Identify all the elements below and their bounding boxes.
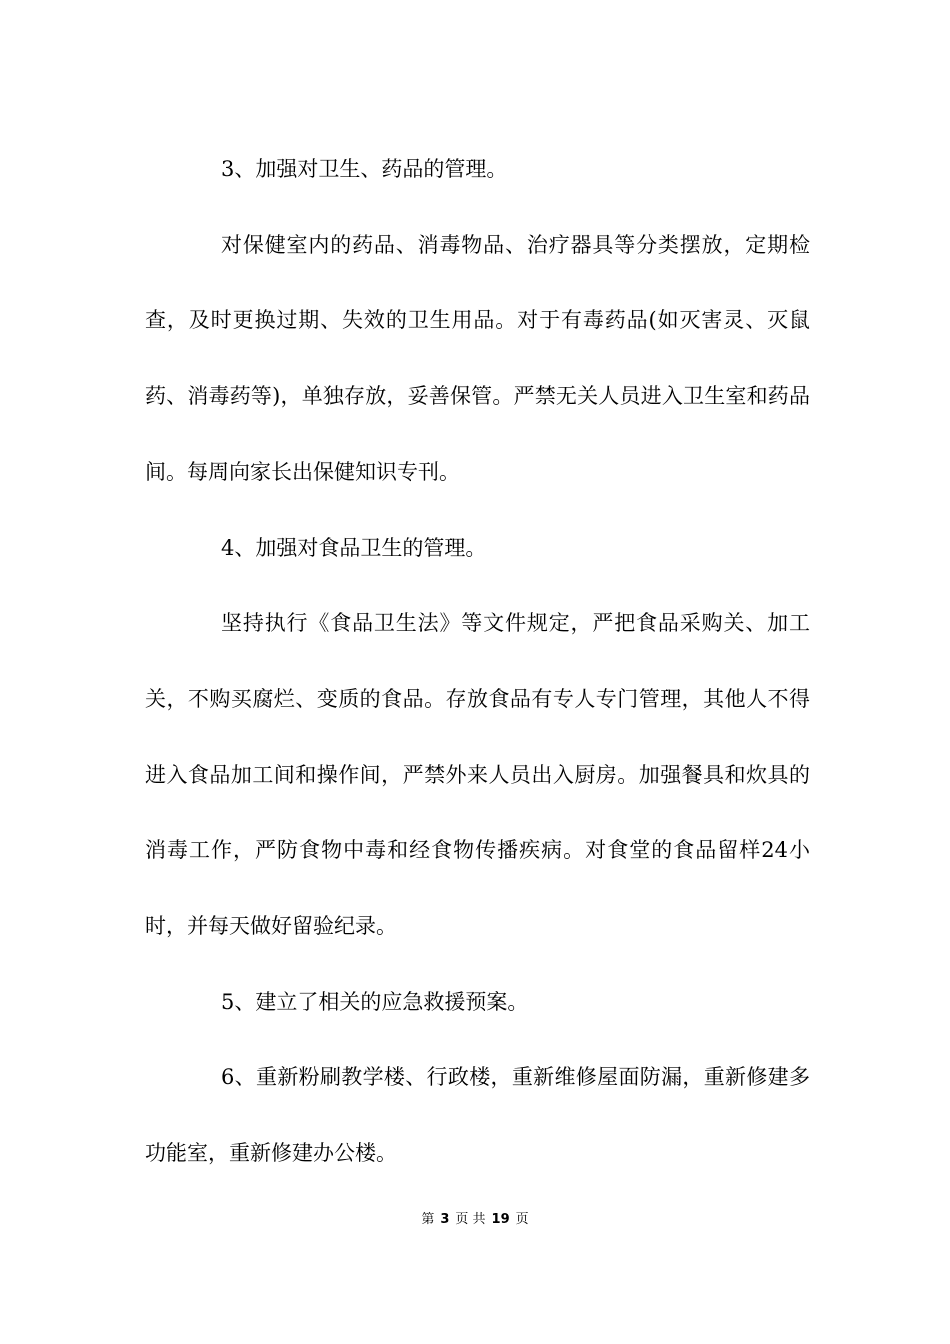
footer-suffix: 页 [515,1212,529,1227]
paragraph-4: 坚持执行《食品卫生法》等文件规定，严把食品采购关、加工关，不购买腐烂、变质的食品。存放食品有专人专门管理，其他人不得进入食品加工间和操作间，严禁外来人员出入厨房。加强餐具和炊具的消毒工作，严防食物中毒和经食物传播疾病。对食堂的食品留样24小时，并每天做好留验纪录。 [145,611,810,939]
paragraph-1: 3、加强对卫生、药品的管理。 [221,157,508,181]
footer-middle: 页 共 [455,1212,486,1227]
footer-total-pages: 19 [491,1212,510,1227]
paragraph-6: 6、重新粉刷教学楼、行政楼，重新维修屋面防漏，重新修建多功能室，重新修建办公楼。 [145,1065,810,1166]
page-footer [0,1208,950,1227]
footer-current-page: 3 [440,1212,450,1227]
document-body [145,132,810,1192]
footer-prefix: 第 [421,1212,435,1227]
paragraph-5: 5、建立了相关的应急救援预案。 [221,989,529,1014]
paragraph-3: 4、加强对食品卫生的管理。 [221,535,487,560]
paragraph-2: 对保健室内的药品、消毒物品、治疗器具等分类摆放，定期检查，及时更换过期、失效的卫生用品。对于有毒药品(如灭害灵、灭鼠药、消毒药等)，单独存放，妥善保管。严禁无关人员进入卫生室和药品间。每周向家长出保健知识专刊。 [145,232,810,484]
